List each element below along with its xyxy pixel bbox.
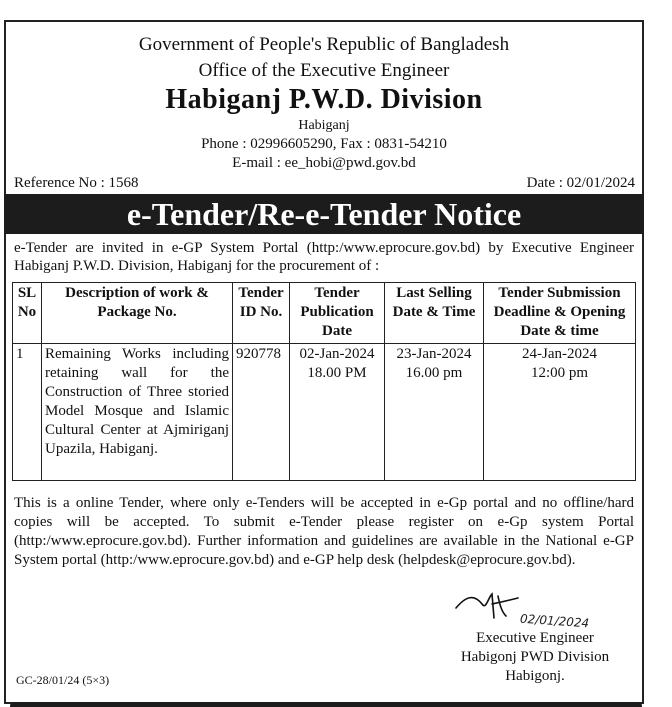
header-tender-id: Tender ID No. [233,283,290,344]
phone-line: Phone : 02996605290, Fax : 0831-54210 [201,136,447,152]
handwritten-signature-date: 02/01/2024 [519,611,590,631]
tender-table [12,282,636,481]
govt-heading: Government of People's Republic of Bangladesh [138,34,510,55]
footer-code: GC-28/01/24 (5×3) [16,673,110,687]
selling-date: 23-Jan-2024 [396,346,472,362]
header-sl: SL No [13,283,42,344]
terms-paragraph: This is a online Tender, where only e-Tenders will be accepted in e-Gp portal and no offline/hard copies will be accepted. To submit e-Tender please register on e-Gp system Portal (http:/www.eprocure.gov.bd). Further information and guidelines are available in the National e-GP System portal (http:/www.eprocure.gov.bd) and e-GP help desk (helpdesk@eprocure.gov.bd). [14,495,634,568]
division-title: Habiganj P.W.D. Division [165,84,483,115]
header-description: Description of work & Package No. [42,283,233,344]
header-publication-date: Tender Publication Date [290,283,385,344]
header-submission-deadline: Tender Submission Deadline & Opening Date & time [484,283,636,344]
cell-publication [290,344,385,481]
header-last-selling: Last Selling Date & Time [385,283,484,344]
publication-date: 02-Jan-2024 [299,346,375,362]
intro-paragraph: e-Tender are invited in e-GP System Portal (http:/www.eprocure.gov.bd) by Executive Engineer Habiganj P.W.D. Division, Habiganj for the procurement of : [14,240,634,274]
submission-time: 12:00 pm [530,365,589,381]
table-header-row [13,283,636,344]
bottom-band [10,702,642,707]
location-line: Habiganj [298,118,350,133]
office-heading: Office of the Executive Engineer [198,60,450,81]
notice-banner: e-Tender/Re-e-Tender Notice [4,194,644,234]
signatory-place: Habigonj. [505,668,565,684]
submission-date: 24-Jan-2024 [522,346,597,362]
reference-number: Reference No : 1568 [14,175,139,191]
signatory-title: Executive Engineer [476,630,594,646]
notice-date: Date : 02/01/2024 [526,175,635,191]
top-edge-strip [0,0,672,16]
publication-time: 18.00 PM [307,365,367,381]
email-line: E-mail : ee_hobi@pwd.gov.bd [232,155,416,171]
cell-description: Remaining Works including retaining wall for the Construction of Three storied Model Mosque and Islamic Cultural Center at Ajmiriganj Upazila, Habiganj. [42,344,233,481]
signatory-division: Habigonj PWD Division [460,649,610,665]
table-row [13,344,636,481]
cell-last-selling [385,344,484,481]
cell-tender-id: 920778 [233,344,290,481]
selling-time: 16.00 pm [405,365,463,381]
cell-submission [484,344,636,481]
cell-sl: 1 [13,344,42,481]
